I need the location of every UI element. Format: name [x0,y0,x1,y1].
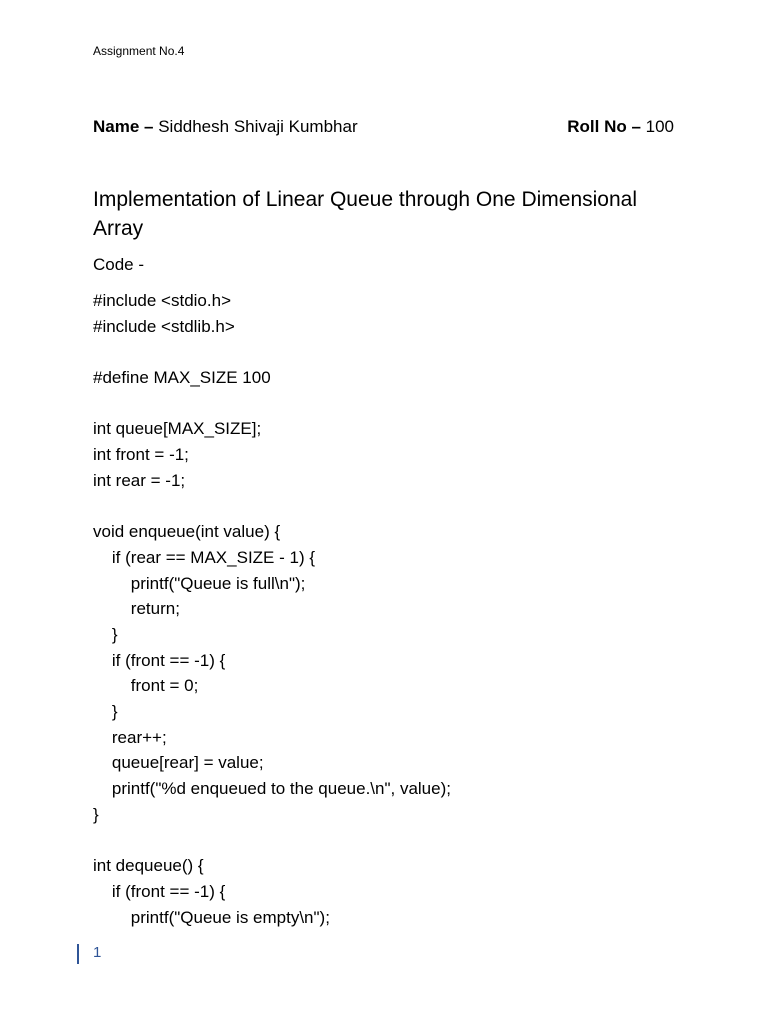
code-line [93,391,693,417]
code-line: return; [93,599,180,619]
student-info-row [93,115,678,139]
code-line [93,827,693,853]
code-line: } [93,804,99,824]
code-line: queue[rear] = value; [93,753,264,773]
code-line [93,494,693,520]
code-block [93,288,693,930]
code-line [93,339,693,365]
code-line: printf("Queue is empty\n"); [93,907,330,927]
code-line: void enqueue(int value) { [93,522,281,542]
assignment-header: Assignment No.4 [93,44,185,58]
roll-label: Roll No – [567,117,641,136]
code-line: front = 0; [93,676,199,696]
code-line: printf("%d enqueued to the queue.\n", value); [93,779,451,799]
code-line: #define MAX_SIZE 100 [93,368,271,388]
code-line: #include <stdlib.h> [93,316,235,336]
page-number-bar [77,944,79,964]
code-line: int queue[MAX_SIZE]; [93,419,262,439]
roll-value: 100 [640,117,674,136]
code-line: if (rear == MAX_SIZE - 1) { [93,547,316,567]
roll-number [567,115,674,139]
name-value: Siddhesh Shivaji Kumbhar [153,117,358,136]
student-name [93,115,358,139]
code-line: } [93,624,118,644]
code-line: if (front == -1) { [93,650,226,670]
code-line: int front = -1; [93,445,189,465]
code-line: int rear = -1; [93,470,186,490]
page-number: 1 [93,944,102,961]
code-line: printf("Queue is full\n"); [93,573,306,593]
code-line: } [93,702,118,721]
code-line: rear++; [93,727,167,747]
code-label: Code - [93,255,145,274]
code-line: #include <stdio.h> [93,291,231,310]
code-line: int dequeue() { [93,856,204,876]
assignment-title: Implementation of Linear Queue through One Dimensional Array [93,188,637,240]
code-line: if (front == -1) { [93,881,226,901]
name-label: Name – [93,117,154,136]
